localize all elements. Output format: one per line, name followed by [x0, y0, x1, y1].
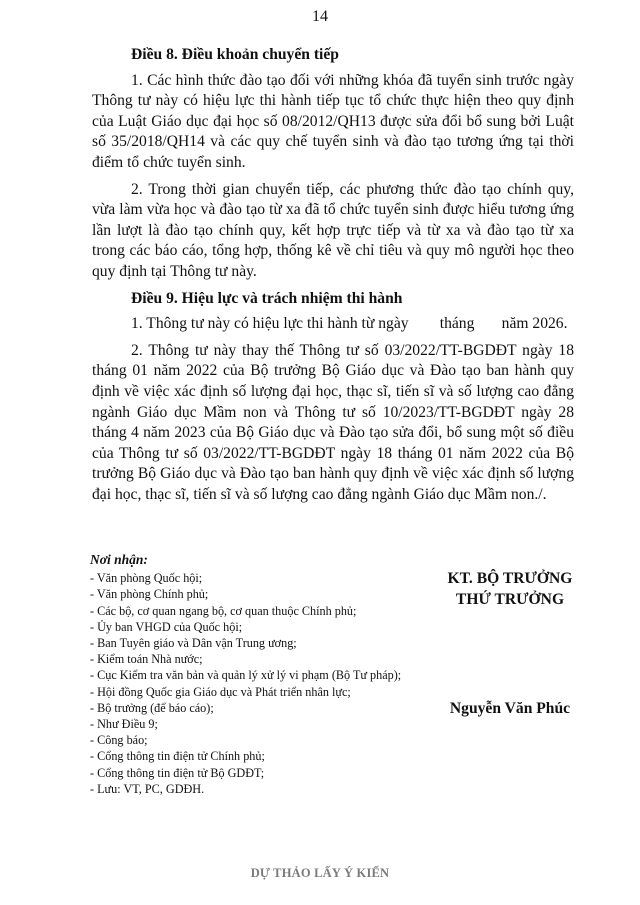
- article-heading: Điều 8. Điều khoản chuyển tiếp: [131, 46, 339, 63]
- draft-footer: DỰ THẢO LẤY Ý KIẾN: [250, 866, 390, 880]
- recipient-item: - Ủy ban VHGD của Quốc hội;: [90, 619, 243, 634]
- recipient-item: - Công báo;: [90, 733, 148, 748]
- recipient-item: - Như Điều 9;: [90, 717, 158, 732]
- recipient-item: - Cổng thông tin điện tử Bộ GDĐT;: [90, 765, 265, 780]
- paragraph: 2. Trong thời gian chuyển tiếp, các phương thức đào tạo chính quy, vừa làm vừa học và đào tạo từ xa đã tổ chức tuyển sinh được hiểu tương ứng lần lượt là đào tạo chính quy, kết hợp trực tiếp và từ xa và đào tạo từ xa trong các báo cáo, tổng hợp, thống kê về chỉ tiêu và quy mô người học theo quy định tại Thông tư này.: [92, 180, 574, 280]
- paragraph: 2. Thông tư này thay thế Thông tư số 03/2022/TT-BGDĐT ngày 18 tháng 01 năm 2022 của Bộ trưởng Bộ Giáo dục và Đào tạo ban hành quy định về việc xác định số lượng đại học, thạc sĩ, tiến sĩ và số lượng cao đẳng ngành Giáo dục Mầm non và Thông tư số 10/2023/TT-BGDĐT ngày 28 tháng 4 năm 2023 của Bộ Giáo dục và Đào tạo sửa đổi, bổ sung một số điều của Thông tư số 03/2022/TT-BGDĐT ngày 18 tháng 01 năm 2022 của Bộ trưởng Bộ Giáo dục và Đào tạo ban hành quy định về việc xác định số lượng đại học, thạc sĩ, tiến sĩ và số lượng cao đẳng ngành Giáo dục Mầm non./.: [92, 341, 574, 503]
- recipient-item: - Văn phòng Chính phủ;: [90, 587, 209, 602]
- article-8: [92, 45, 574, 283]
- recipient-item: - Kiểm toán Nhà nước;: [90, 652, 203, 667]
- article-9: [92, 289, 574, 506]
- recipients-block: [90, 552, 430, 797]
- paragraph: 1. Thông tư này có hiệu lực thi hành từ ngày tháng năm 2026.: [131, 315, 568, 333]
- article-heading: Điều 9. Hiệu lực và trách nhiệm thi hành: [131, 289, 403, 307]
- signature-line-2: THỨ TRƯỞNG: [455, 591, 565, 608]
- page-number: 14: [312, 8, 328, 25]
- recipient-item: - Lưu: VT, PC, GDĐH.: [90, 781, 205, 796]
- document-body: [92, 45, 574, 511]
- recipient-item: - Văn phòng Quốc hội;: [90, 571, 203, 586]
- signature-line-1: KT. BỘ TRƯỞNG: [447, 570, 573, 587]
- paragraph: 1. Các hình thức đào tạo đối với những khóa đã tuyển sinh trước ngày Thông tư này có hiệu lực thi hành tiếp tục tổ chức thực hiện theo quy định của Luật Giáo dục đại học số 08/2012/QH13 được sửa đổi bổ sung bởi Luật số 35/2018/QH14 và các quy chế tuyển sinh và đào tạo tương ứng tại thời điểm tổ chức tuyển sinh.: [92, 71, 574, 171]
- recipient-item: - Bộ trưởng (để báo cáo);: [90, 700, 214, 715]
- recipient-item: - Cục Kiểm tra văn bản và quản lý xử lý vi phạm (Bộ Tư pháp);: [90, 668, 402, 683]
- recipient-item: - Ban Tuyên giáo và Dân vận Trung ương;: [90, 636, 297, 651]
- signer-name: Nguyễn Văn Phúc: [449, 700, 571, 717]
- recipient-item: - Các bộ, cơ quan ngang bộ, cơ quan thuộc Chính phủ;: [90, 603, 357, 618]
- recipient-item: - Cổng thông tin điện tử Chính phủ;: [90, 749, 265, 764]
- signature-title: [425, 568, 595, 610]
- recipient-item: - Hội đồng Quốc gia Giáo dục và Phát triển nhân lực;: [90, 684, 351, 699]
- recipients-title: Nơi nhận:: [90, 552, 148, 567]
